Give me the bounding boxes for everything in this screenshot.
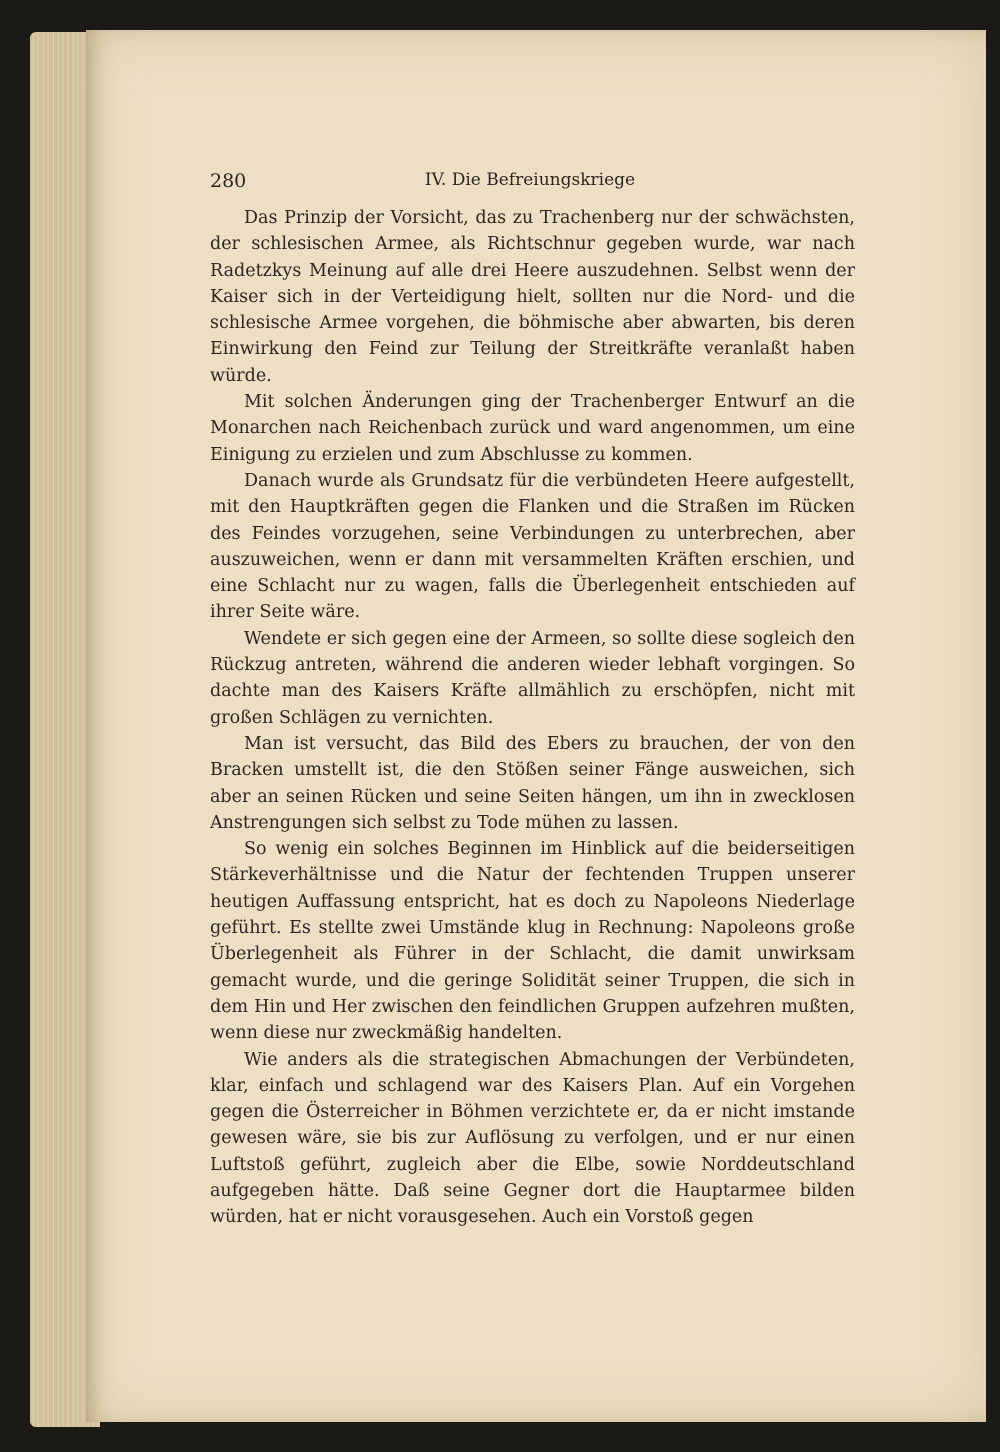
running-head: IV. Die Befreiungskriege	[424, 170, 636, 190]
page-number: 280	[210, 170, 247, 192]
paragraph: Man ist versucht, das Bild des Ebers zu brauchen, der von den Bracken umstellt ist, die den Stößen seiner Fänge ausweichen, sich aber an seinen Rücken und seine Seiten hängen, um ihn in zwecklosen Anstrengungen sich selbst zu Tode mühen zu lassen.	[210, 733, 855, 833]
paragraph: Wie anders als die strategischen Abmachungen der Verbündeten, klar, einfach und schlagend war des Kaisers Plan. Auf ein Vorgehen gegen die Österreicher in Böhmen verzichtete er, da er nicht imstande gewesen wäre, sie bis zur Auflösung zu verfolgen, und er nur einen Luftstoß geführt, zugleich aber die Elbe, sowie Norddeutschland aufgegeben hätte. Daß seine Gegner dort die Hauptarmee bilden würden, hat er nicht vorausgesehen. Auch ein Vorstoß gegen	[210, 1049, 855, 1228]
paragraph: So wenig ein solches Beginnen im Hinblick auf die beiderseitigen Stärkeverhältnisse und die Natur der fechtenden Truppen unserer heutigen Auffassung entspricht, hat es doch zu Napoleons Niederlage geführt. Es stellte zwei Umstände klug in Rechnung: Napoleons große Überlegenheit als Führer in der Schlacht, die damit unwirksam gemacht wurde, und die geringe Solidität seiner Truppen, die sich in dem Hin und Her zwischen den feindlichen Gruppen aufzehren mußten, wenn diese nur zweckmäßig handelten.	[210, 839, 855, 1044]
paragraph: Mit solchen Änderungen ging der Trachenberger Entwurf an die Monarchen nach Reichenbach zurück und ward angenommen, um eine Einigung zu erzielen und zum Abschlusse zu kommen.	[210, 392, 855, 465]
paragraph: Wendete er sich gegen eine der Armeen, so sollte diese sogleich den Rückzug antreten, während die anderen wieder lebhaft vorgingen. So dachte man des Kaisers Kräfte allmählich zu erschöpfen, nicht mit großen Schlägen zu vernichten.	[210, 628, 855, 728]
paragraph: Danach wurde als Grundsatz für die verbündeten Heere aufgestellt, mit den Hauptkräften gegen die Flanken und die Straßen im Rücken des Feindes vorzugehen, seine Verbindungen zu unterbrechen, aber auszuweichen, wenn er dann mit versammelten Kräften erschien, und eine Schlacht nur zu wagen, falls die Überlegenheit entschieden auf ihrer Seite wäre.	[210, 470, 855, 623]
paragraph: Das Prinzip der Vorsicht, das zu Trachenberg nur der schwächsten, der schlesischen Armee, als Richtschnur gegeben wurde, war nach Radetzkys Meinung auf alle drei Heere auszudehnen. Selbst wenn der Kaiser sich in der Verteidigung hielt, sollten nur die Nord- und die schlesische Armee vorgehen, die böhmische aber abwarten, bis deren Einwirkung den Feind zur Teilung der Streitkräfte veranlaßt haben würde.	[210, 208, 855, 386]
body-text	[210, 205, 855, 1231]
page-header	[210, 170, 850, 194]
